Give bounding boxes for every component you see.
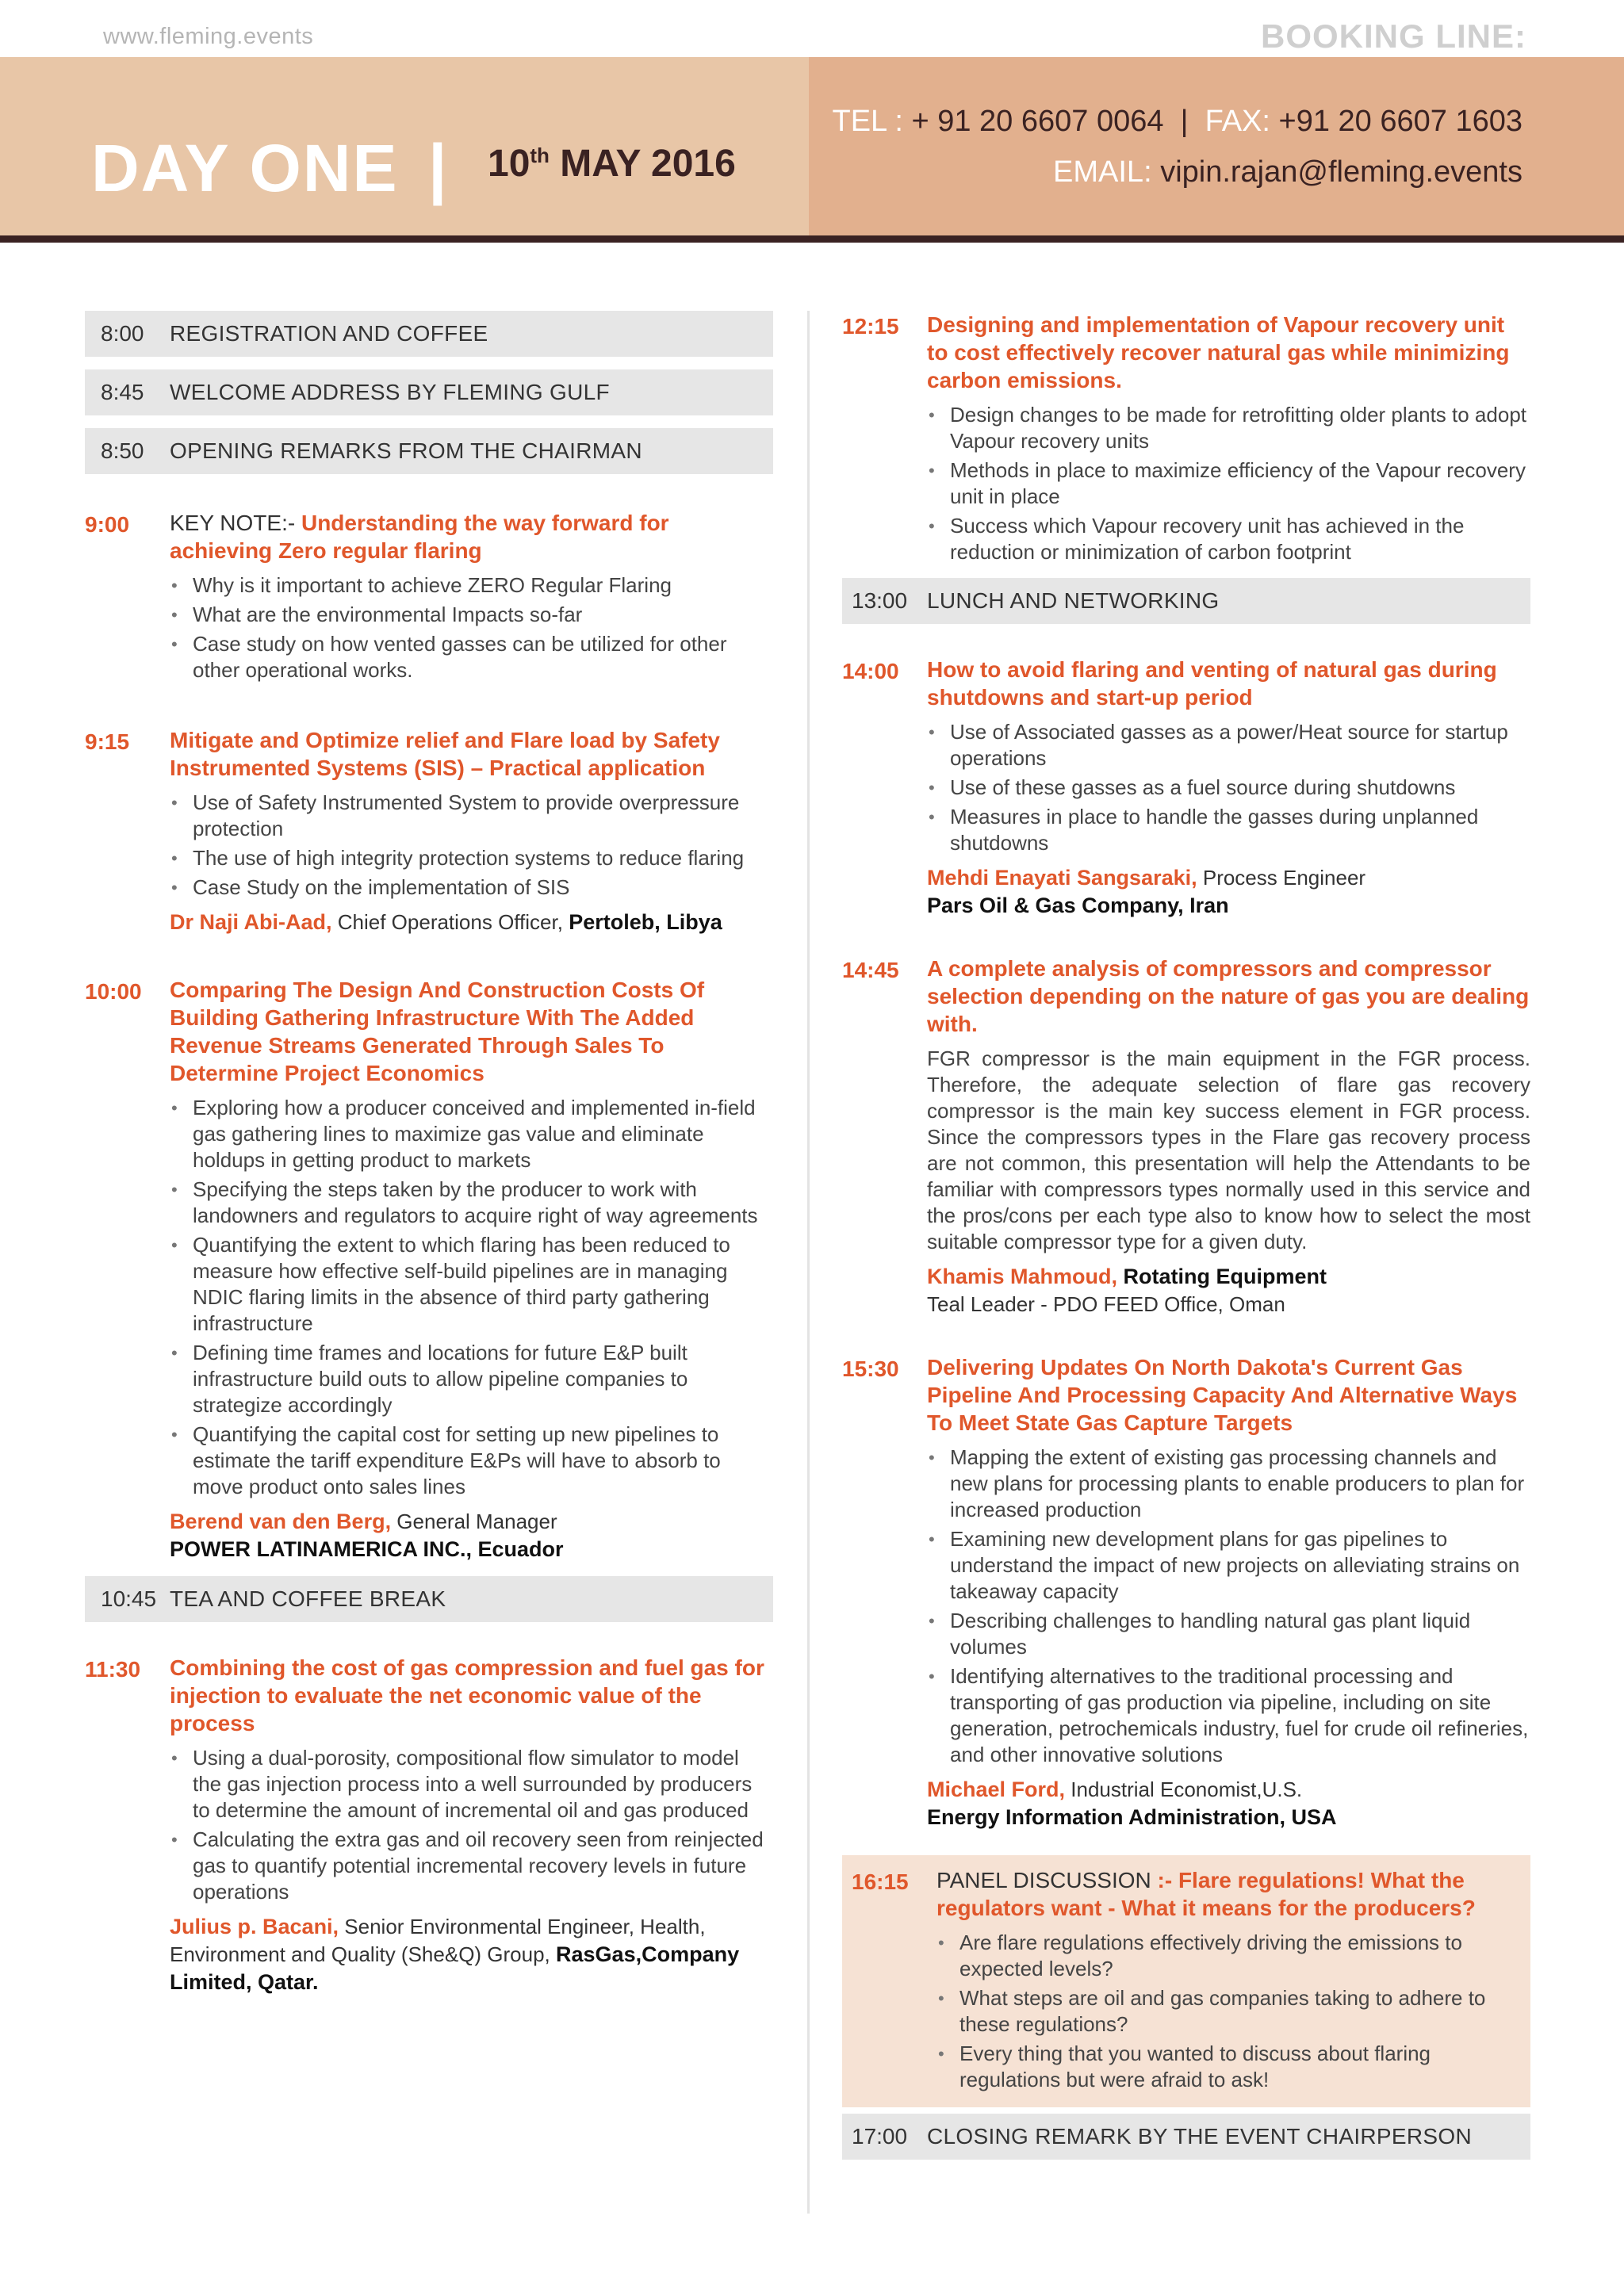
session-bullets: • Exploring how a producer conceived and implemented in-field gas gathering lines to maximize gas value and eliminate holdups in getting product to markets • Specifying the steps taken by the producer to work with landowners and regulators to acquire right of way agreements • Quantifying the extent to which flaring has been reduced to measure how effective self-build pipelines are in managing NDIC flaring limits in the absence of third party gathering infrastructure • Defining time frames and locations for future E&P built infrastructure build outs to allow pipeline companies to strategize accordingly • Quantifying the capital cost for setting up new pipelines to estimate the tariff expenditure E&Ps will have to absorb to move product onto sales lines <box>170 1095 773 1500</box>
speaker: Michael Ford, Industrial Economist,U.S. Energy Information Administration, USA <box>927 1777 1337 1829</box>
agenda-row-tea-break: 10:45 TEA AND COFFEE BREAK <box>85 1576 773 1622</box>
speaker: Julius p. Bacani, Senior Environmental Engineer, Health, Environment and Quality (She&Q) Group, RasGas,Company Limited, Qatar. <box>170 1915 740 1994</box>
session-sis: 9:15 Mitigate and Optimize relief and Flare load by Safety Instrumented Systems (SIS) – Practical application • Use of Safety Instrumented System to provide overpressure protection • The use of high integrity protection systems to reduce flaring • Case Study on the implementation of SIS Dr Naji Abi-Aad, Chief Operations Officer, Pertoleb, Libya <box>85 726 773 936</box>
agenda-row-opening: 8:50 OPENING REMARKS FROM THE CHAIRMAN <box>85 428 773 474</box>
session-panel-discussion: 16:15 PANEL DISCUSSION :- Flare regulations! What the regulators want - What it means for the producers? • Are flare regulations effectively driving the emissions to expected levels? • What steps are oil and gas companies taking to adhere to these regulations? • Every thing that you wanted to discuss about flaring regulations but were afraid to ask! <box>842 1855 1530 2107</box>
day-title: DAY ONE <box>91 131 399 205</box>
session-bullets: • Mapping the extent of existing gas processing channels and new plans for processing plants to enable producers to plan for increased production • Examining new development plans for gas pipelines to understand the impact of new projects on alleviating strains on takeaway capacity • Describing challenges to handling natural gas plant liquid volumes • Identifying alternatives to the traditional processing and transporting of gas production via pipeline, including on site generation, petrochemicals industry, fuel for crude oil refineries, and other innovative solutions <box>927 1445 1530 1768</box>
session-north-dakota: 15:30 Delivering Updates On North Dakota's Current Gas Pipeline And Processing Capacity And Alternative Ways To Meet State Gas Capture Targets • Mapping the extent of existing gas processing channels and new plans for processing plants to enable producers to plan for increased production • Examining new development plans for gas pipelines to understand the impact of new projects on alleviating strains on takeaway capacity • Describing challenges to handling natural gas plant liquid volumes • Identifying alternatives to the traditional processing and transporting of gas production via pipeline, including on site generation, petrochemicals industry, fuel for crude oil refineries, and other innovative solutions Michael Ford, Industrial Economist,U.S. Energy Information Administration, USA <box>842 1353 1530 1831</box>
session-title: KEY NOTE:- Understanding the way forward for achieving Zero regular flaring <box>170 511 669 563</box>
speaker: Berend van den Berg, General Manager POWER LATINAMERICA INC., Ecuador <box>170 1510 564 1561</box>
email-line: EMAIL: vipin.rajan@fleming.events <box>1053 155 1522 189</box>
session-avoid-flaring: 14:00 How to avoid flaring and venting of natural gas during shutdowns and start-up period • Use of Associated gasses as a power/Heat source for startup operations • Use of these gasses as a fuel source during shutdowns • Measures in place to handle the gasses during unplanned shutdowns Mehdi Enayati Sangsaraki, Process Engineer Pars Oil & Gas Company, Iran <box>842 656 1530 920</box>
top-bar <box>0 0 1624 57</box>
session-title: Delivering Updates On North Dakota's Current Gas Pipeline And Processing Capacity And Alternative Ways To Meet State Gas Capture Targets <box>927 1355 1518 1435</box>
session-title: Mitigate and Optimize relief and Flare load by Safety Instrumented Systems (SIS) – Practical application <box>170 728 720 780</box>
session-title: How to avoid flaring and venting of natural gas during shutdowns and start-up period <box>927 657 1497 710</box>
agenda-left-column <box>85 311 773 1996</box>
session-title: Combining the cost of gas compression and fuel gas for injection to evaluate the net economic value of the process <box>170 1655 764 1735</box>
event-date: 10th MAY 2016 <box>488 143 736 185</box>
session-bullets: • Design changes to be made for retrofitting older plants to adopt Vapour recovery units • Methods in place to maximize efficiency of the Vapour recovery unit in place • Success which Vapour recovery unit has achieved in the reduction or minimization of carbon footprint <box>927 402 1530 565</box>
session-bullets: • Use of Associated gasses as a power/Heat source for startup operations • Use of these gasses as a fuel source during shutdowns • Measures in place to handle the gasses during unplanned shutdowns <box>927 719 1530 856</box>
session-bullets: • Are flare regulations effectively driving the emissions to expected levels? • What steps are oil and gas companies taking to adhere to these regulations? • Every thing that you wanted to discuss about flaring regulations but were afraid to ask! <box>936 1930 1522 2093</box>
session-title: A complete analysis of compressors and compressor selection depending on the nature of gas you are dealing with. <box>927 956 1530 1036</box>
phone-fax-line: TEL : + 91 20 6607 0064 | FAX: +91 20 6607 1603 <box>832 105 1522 138</box>
header-left-panel <box>0 57 809 235</box>
session-title: PANEL DISCUSSION :- Flare regulations! What the regulators want - What it means for the producers? <box>936 1868 1476 1920</box>
speaker: Khamis Mahmoud, Rotating Equipment Teal Leader - PDO FEED Office, Oman <box>927 1265 1327 1316</box>
fax-number: +91 20 6607 1603 <box>1278 105 1522 138</box>
speaker: Dr Naji Abi-Aad, Chief Operations Officer, Pertoleb, Libya <box>170 910 722 934</box>
session-bullets: • Why is it important to achieve ZERO Regular Flaring • What are the environmental Impacts so-far • Case study on how vented gasses can be utilized for other other operational works. <box>170 572 773 683</box>
session-keynote: 9:00 KEY NOTE:- Understanding the way forward for achieving Zero regular flaring • Why is it important to achieve ZERO Regular Flaring • What are the environmental Impacts so-far • Case study on how vented gasses can be utilized for other other operational works. <box>85 509 773 687</box>
header-rule <box>0 235 1624 243</box>
column-divider <box>807 311 810 2214</box>
session-bullets: • Use of Safety Instrumented System to provide overpressure protection • The use of high integrity protection systems to reduce flaring • Case Study on the implementation of SIS <box>170 790 773 901</box>
agenda-row-registration: 8:00 REGISTRATION AND COFFEE <box>85 311 773 357</box>
agenda-right-column <box>842 311 1530 2160</box>
header-banner <box>0 57 1624 235</box>
phone-number[interactable]: + 91 20 6607 0064 <box>911 105 1164 138</box>
agenda-row-closing: 17:00 CLOSING REMARK BY THE EVENT CHAIRPERSON <box>842 2114 1530 2160</box>
website-url[interactable]: www.fleming.events <box>103 24 314 49</box>
session-gathering-infrastructure: 10:00 Comparing The Design And Construction Costs Of Building Gathering Infrastructure With The Added Revenue Streams Generated Through Sales To Determine Project Economics • Exploring how a producer conceived and implemented in-field gas gathering lines to maximize gas value and eliminate holdups in getting product to markets • Specifying the steps taken by the producer to work with landowners and regulators to acquire right of way agreements • Quantifying the extent to which flaring has been reduced to measure how effective self-build pipelines are in managing NDIC flaring limits in the absence of third party gathering infrastructure • Defining time frames and locations for future E&P built infrastructure build outs to allow pipeline companies to strategize accordingly • Quantifying the capital cost for setting up new pipelines to estimate the tariff expenditure E&Ps will have to absorb to move product onto sales lines Berend van den Berg, General Manager POWER LATINAMERICA INC., Ecuador <box>85 976 773 1563</box>
session-description: FGR compressor is the main equipment in the FGR process. Therefore, the adequate selection of flare gas recovery compressor is the main key success element in FGR process. Since the compressors types in the Flare gas recovery process are not common, this presentation will help the Attendants to be familiar with compressors types normally used in this service and the pros/cons per each type also to know how to select the most suitable compressor type for a given duty. <box>927 1047 1530 1253</box>
agenda-row-lunch: 13:00 LUNCH AND NETWORKING <box>842 578 1530 624</box>
session-bullets: • Using a dual-porosity, compositional flow simulator to model the gas injection process into a well surrounded by producers to determine the amount of incremental oil and gas produced • Calculating the extra gas and oil recovery seen from reinjected gas to quantify potential incremental recovery levels in future operations <box>170 1745 773 1905</box>
email-address[interactable]: vipin.rajan@fleming.events <box>1160 155 1522 189</box>
booking-line-label: BOOKING LINE: <box>1261 17 1526 55</box>
header-right-panel <box>809 57 1624 235</box>
speaker: Mehdi Enayati Sangsaraki, Process Engineer Pars Oil & Gas Company, Iran <box>927 866 1366 917</box>
session-title: Comparing The Design And Construction Costs Of Building Gathering Infrastructure With The Added Revenue Streams Generated Through Sales To Determine Project Economics <box>170 978 705 1085</box>
session-title: Designing and implementation of Vapour recovery unit to cost effectively recover natural gas while minimizing carbon emissions. <box>927 312 1510 392</box>
session-compressors: 14:45 A complete analysis of compressors and compressor selection depending on the nature of gas you are dealing with. FGR compressor is the main equipment in the FGR process. Therefore, the adequate selection of flare gas recovery compressor is the main key success element in FGR process. Since the compressors types in the Flare gas recovery process are not common, this presentation will help the Attendants to be familiar with compressors types normally used in this service and the pros/cons per each type also to know how to select the most suitable compressor type for a given duty. Khamis Mahmoud, Rotating Equipment Teal Leader - PDO FEED Office, Oman <box>842 955 1530 1318</box>
agenda-row-welcome: 8:45 WELCOME ADDRESS BY FLEMING GULF <box>85 369 773 415</box>
title-separator: | <box>428 131 447 205</box>
session-vapour-recovery: 12:15 Designing and implementation of Vapour recovery unit to cost effectively recover natural gas while minimizing carbon emissions. • Design changes to be made for retrofitting older plants to adopt Vapour recovery units • Methods in place to maximize efficiency of the Vapour recovery unit in place • Success which Vapour recovery unit has achieved in the reduction or minimization of carbon footprint <box>842 311 1530 568</box>
session-gas-compression: 11:30 Combining the cost of gas compression and fuel gas for injection to evaluate the net economic value of the process • Using a dual-porosity, compositional flow simulator to model the gas injection process into a well surrounded by producers to determine the amount of incremental oil and gas produced • Calculating the extra gas and oil recovery seen from reinjected gas to quantify potential incremental recovery levels in future operations Julius p. Bacani, Senior Environmental Engineer, Health, Environment and Quality (She&Q) Group, RasGas,Company Limited, Qatar. <box>85 1654 773 1996</box>
